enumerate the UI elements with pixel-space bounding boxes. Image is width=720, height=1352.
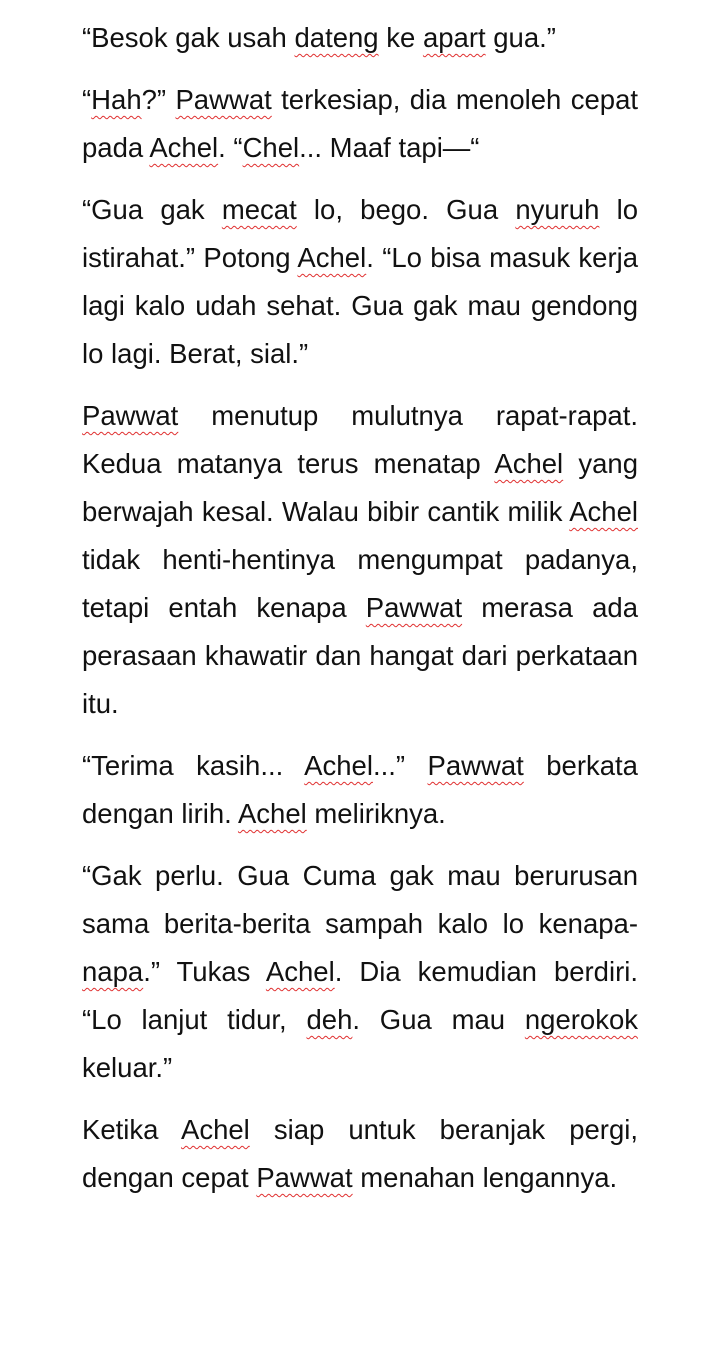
misspelled-word[interactable]: ngerokok <box>524 1004 638 1035</box>
misspelled-word[interactable]: Pawwat <box>175 84 272 115</box>
text-run: “Besok gak usah <box>82 22 295 53</box>
misspelled-word[interactable]: napa <box>82 956 144 987</box>
paragraph <box>82 392 638 728</box>
text-run: . “ <box>218 132 243 163</box>
text-run: gua.” <box>485 22 556 53</box>
misspelled-word[interactable]: deh <box>306 1004 353 1035</box>
text-run: lo, bego. Gua <box>296 194 516 225</box>
text-run: “ <box>82 84 92 115</box>
misspelled-word[interactable]: Achel <box>297 242 367 273</box>
text-run: merasa ada perasaan khawatir dan hangat dari perkataan itu. <box>82 592 638 719</box>
paragraph <box>82 76 638 172</box>
misspelled-word[interactable]: Achel <box>180 1114 250 1145</box>
misspelled-word[interactable]: Pawwat <box>365 592 463 623</box>
misspelled-word[interactable]: nyuruh <box>515 194 600 225</box>
misspelled-word[interactable]: mecat <box>221 194 297 225</box>
text-run: lo istirahat.” Potong <box>82 194 638 273</box>
misspelled-word[interactable]: Achel <box>265 956 335 987</box>
misspelled-word[interactable]: Hah <box>91 84 142 115</box>
text-run: “Gak perlu. Gua Cuma gak mau berurusan sama berita-berita sampah kalo lo kenapa- <box>82 860 638 939</box>
paragraph <box>82 1106 638 1202</box>
text-run: keluar.” <box>82 1052 173 1083</box>
text-run: Ketika <box>82 1114 181 1145</box>
text-run: ?” <box>141 84 176 115</box>
text-run: tidak henti-hentinya mengumpat padanya, tetapi entah kenapa <box>82 544 638 623</box>
text-run: ... Maaf tapi—“ <box>299 132 480 163</box>
paragraph <box>82 742 638 838</box>
misspelled-word[interactable]: dateng <box>294 22 379 53</box>
text-run: terkesiap, dia menoleh cepat pada <box>82 84 638 163</box>
text-run: . Gua mau <box>352 1004 525 1035</box>
text-run: “Gua gak <box>82 194 222 225</box>
text-run: “Terima kasih... <box>82 750 305 781</box>
text-run: . “Lo bisa masuk kerja lagi kalo udah sehat. Gua gak mau gendong lo lagi. Berat, sial.” <box>82 242 639 369</box>
misspelled-word[interactable]: apart <box>422 22 486 53</box>
misspelled-word[interactable]: Achel <box>237 798 307 829</box>
misspelled-word[interactable]: Achel <box>569 496 638 527</box>
text-run: yang berwajah kesal. Walau bibir cantik milik <box>82 448 638 527</box>
misspelled-word[interactable]: Achel <box>149 132 219 163</box>
paragraph <box>82 852 638 1092</box>
text-run: .” Tukas <box>143 956 266 987</box>
misspelled-word[interactable]: Pawwat <box>256 1162 353 1193</box>
text-run: ...” <box>372 750 428 781</box>
text-run: berkata dengan lirih. <box>82 750 638 829</box>
text-run: menahan lengannya. <box>352 1162 618 1193</box>
misspelled-word[interactable]: Chel <box>242 132 300 163</box>
document-body <box>82 14 638 1216</box>
text-run: . Dia kemudian berdiri. “Lo lanjut tidur, <box>82 956 638 1035</box>
text-run: siap untuk beranjak pergi, dengan cepat <box>82 1114 639 1193</box>
text-run: menutup mulutnya rapat-rapat. Kedua matanya terus menatap <box>82 400 638 479</box>
paragraph <box>82 186 638 378</box>
misspelled-word[interactable]: Pawwat <box>427 750 524 781</box>
paragraph <box>82 14 638 62</box>
misspelled-word[interactable]: Pawwat <box>82 400 179 431</box>
misspelled-word[interactable]: Achel <box>494 448 564 479</box>
text-run: ke <box>378 22 423 53</box>
text-run: meliriknya. <box>306 798 446 829</box>
misspelled-word[interactable]: Achel <box>304 750 373 781</box>
